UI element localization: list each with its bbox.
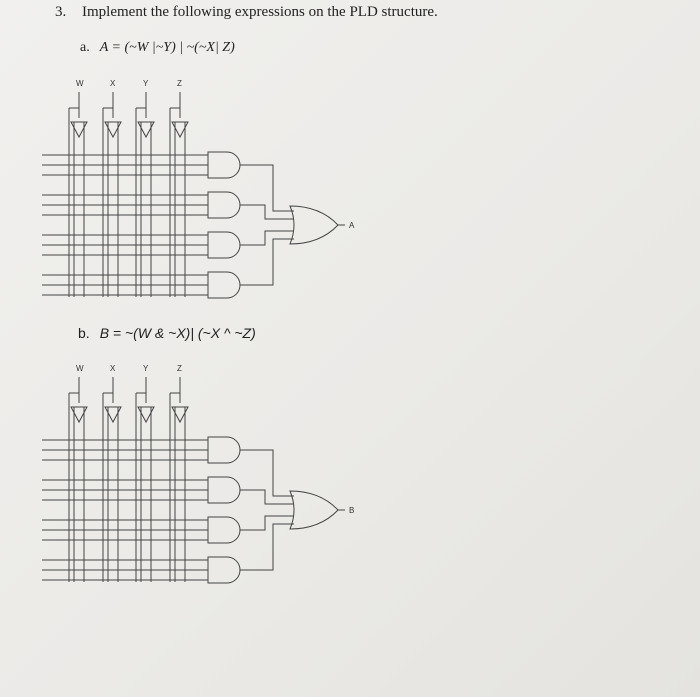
pld-a-input-label-z: Z — [177, 79, 182, 88]
pld-a-input-label-y: Y — [143, 79, 149, 88]
part-b-formula: B = ~(W & ~X)| (~X ^ ~Z) — [99, 325, 256, 341]
part-b-label: b. — [78, 325, 90, 341]
pld-b-input-buffer-1 — [105, 407, 121, 422]
pld-a-and-gate-3 — [208, 272, 240, 298]
pld-a-and-gate-1 — [208, 192, 240, 218]
pld-b-input-buffer-2 — [138, 407, 154, 422]
pld-b-output-label: B — [349, 506, 355, 515]
pld-b-and-gate-2 — [208, 517, 240, 543]
pld-diagram-a — [42, 79, 355, 298]
pld-a-input-buffer-2 — [138, 122, 154, 137]
pld-diagram-b — [42, 364, 354, 583]
pld-a-or-gate — [290, 206, 338, 244]
pld-b-input-buffer-3 — [172, 407, 188, 422]
pld-a-input-label-x: X — [110, 79, 116, 88]
pld-b-input-label-x: X — [110, 364, 116, 373]
pld-a-input-buffer-1 — [105, 122, 121, 137]
part-a-label: a. — [80, 40, 90, 55]
question-text: Implement the following expressions on the PLD structure. — [82, 4, 438, 20]
pld-a-input-label-w: W — [76, 79, 84, 88]
pld-a-and-gate-2 — [208, 232, 240, 258]
pld-a-input-buffer-0 — [71, 122, 87, 137]
pld-b-or-gate — [290, 491, 338, 529]
pld-b-input-label-w: W — [76, 364, 84, 373]
part-a-formula: A = (~W |~Y) | ~(~X| Z) — [99, 40, 235, 55]
pld-b-and-gate-3 — [208, 557, 240, 583]
pld-b-and-gate-0 — [208, 437, 240, 463]
pld-b-and-gate-1 — [208, 477, 240, 503]
pld-b-input-label-z: Z — [177, 364, 182, 373]
pld-a-output-label: A — [349, 221, 355, 230]
pld-a-and-gate-0 — [208, 152, 240, 178]
pld-b-input-label-y: Y — [143, 364, 149, 373]
question-number: 3. — [55, 4, 67, 20]
pld-a-input-buffer-3 — [172, 122, 188, 137]
pld-b-input-buffer-0 — [71, 407, 87, 422]
